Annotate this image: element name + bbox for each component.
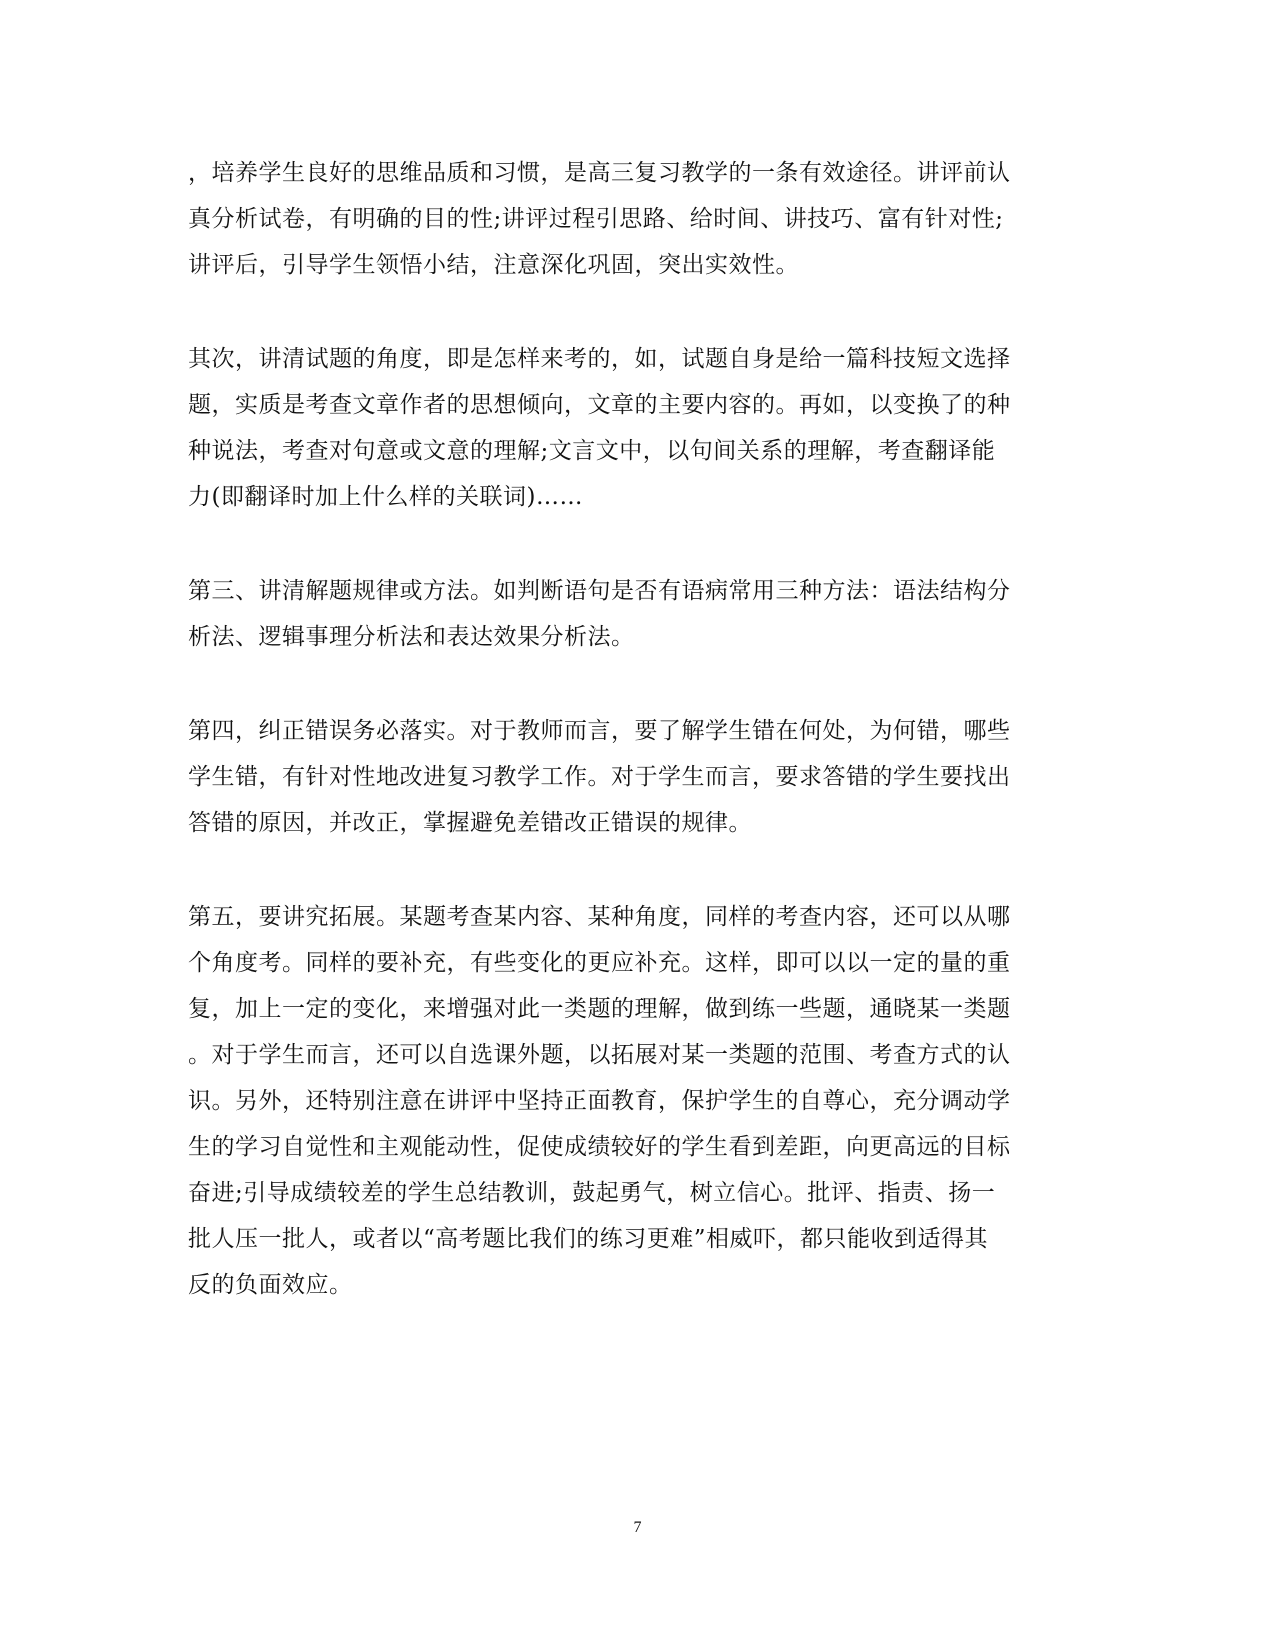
text-line: 讲评后，引导学生领悟小结，注意深化巩固，突出实效性。 bbox=[188, 252, 799, 278]
text-line: 第四，纠正错误务必落实。对于教师而言，要了解学生错在何处，为何错，哪些 bbox=[188, 718, 1011, 744]
text-line: 学生错，有针对性地改进复习教学工作。对于学生而言，要求答错的学生要找出 bbox=[188, 764, 1011, 790]
text-line: 真分析试卷，有明确的目的性;讲评过程引思路、给时间、讲技巧、富有针对性; bbox=[188, 206, 1004, 232]
paragraph-4 bbox=[188, 708, 1068, 846]
paragraph-5 bbox=[188, 894, 1068, 1308]
paragraph-spacer bbox=[188, 660, 1068, 708]
paragraph-spacer bbox=[188, 520, 1068, 568]
text-line: 个角度考。同样的要补充，有些变化的更应补充。这样，即可以以一定的量的重 bbox=[188, 950, 1011, 976]
text-line: 复，加上一定的变化，来增强对此一类题的理解，做到练一些题，通晓某一类题 bbox=[188, 996, 1011, 1022]
text-line: 批人压一批人，或者以“高考题比我们的练习更难”相威吓，都只能收到适得其 bbox=[188, 1226, 989, 1252]
text-line: 识。另外，还特别注意在讲评中坚持正面教育，保护学生的自尊心，充分调动学 bbox=[188, 1088, 1011, 1114]
paragraph-spacer bbox=[188, 846, 1068, 894]
text-line: ，培养学生良好的思维品质和习惯，是高三复习教学的一条有效途径。讲评前认 bbox=[188, 160, 1011, 186]
text-line: 第五，要讲究拓展。某题考查某内容、某种角度，同样的考查内容，还可以从哪 bbox=[188, 904, 1011, 930]
text-line: 。对于学生而言，还可以自选课外题，以拓展对某一类题的范围、考查方式的认 bbox=[188, 1042, 1011, 1068]
text-line: 析法、逻辑事理分析法和表达效果分析法。 bbox=[188, 624, 635, 650]
text-line: 其次，讲清试题的角度，即是怎样来考的，如，试题自身是给一篇科技短文选择 bbox=[188, 346, 1011, 372]
text-line: 题，实质是考查文章作者的思想倾向，文章的主要内容的。再如，以变换了的种 bbox=[188, 392, 1011, 418]
text-line: 种说法，考查对句意或文意的理解;文言文中，以句间关系的理解，考查翻译能 bbox=[188, 438, 996, 464]
page-number: 7 bbox=[633, 1519, 642, 1536]
text-line: 生的学习自觉性和主观能动性，促使成绩较好的学生看到差距，向更高远的目标 bbox=[188, 1134, 1011, 1160]
text-line: 力(即翻译时加上什么样的关联词)…… bbox=[188, 484, 583, 510]
text-line: 第三、讲清解题规律或方法。如判断语句是否有语病常用三种方法：语法结构分 bbox=[188, 578, 1011, 604]
text-line: 反的负面效应。 bbox=[188, 1272, 353, 1298]
document-body bbox=[188, 150, 1068, 1308]
paragraph-spacer bbox=[188, 288, 1068, 336]
text-line: 答错的原因，并改正，掌握避免差错改正错误的规律。 bbox=[188, 810, 752, 836]
paragraph-2 bbox=[188, 336, 1068, 520]
paragraph-1 bbox=[188, 150, 1068, 288]
paragraph-3 bbox=[188, 568, 1068, 660]
text-line: 奋进;引导成绩较差的学生总结教训，鼓起勇气，树立信心。批评、指责、扬一 bbox=[188, 1180, 996, 1206]
